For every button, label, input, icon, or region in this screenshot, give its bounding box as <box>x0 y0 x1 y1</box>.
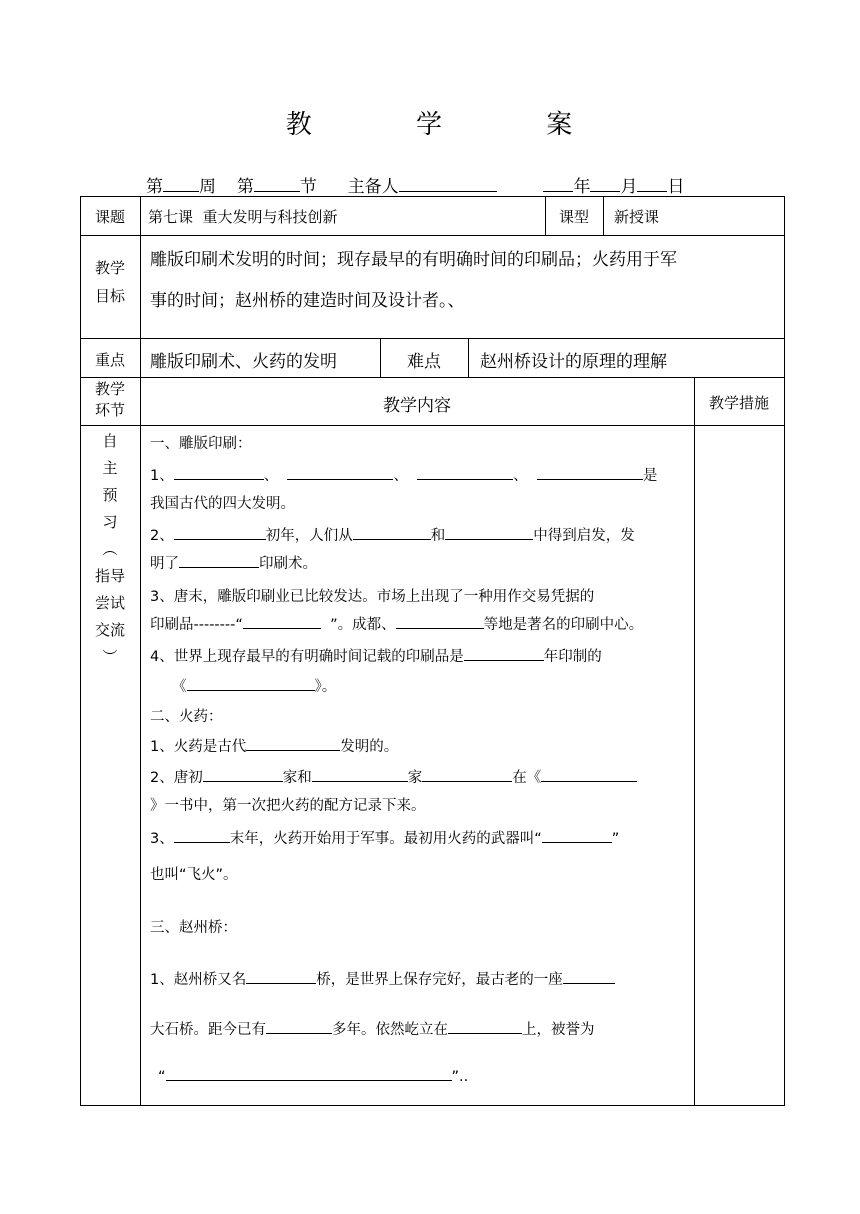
blank[interactable] <box>179 555 259 568</box>
line: 》一书中，第一次把火药的配方记录下来。 <box>150 798 426 814</box>
goal-line-1: 雕版印刷术发明的时间；现存最早的有明确时间的印刷品；火药用于军 <box>150 250 677 270</box>
line: 2、唐初 家和 家 在《 <box>150 766 637 787</box>
title-char: 案 <box>546 110 575 140</box>
section-prefix: 第 <box>236 177 254 197</box>
month-blank[interactable] <box>590 177 620 192</box>
topic-value: 第七课 重大发明与科技创新 <box>148 208 338 226</box>
title-char: 学 <box>415 110 444 140</box>
line: 《 》。 <box>172 679 337 695</box>
blank[interactable] <box>422 769 512 782</box>
blank[interactable] <box>287 467 393 480</box>
blank[interactable] <box>174 467 264 480</box>
side-label-char: ︶ <box>102 648 118 666</box>
title-char: 教 <box>285 110 314 140</box>
blank[interactable] <box>563 971 615 984</box>
year-label: 年 <box>573 177 591 197</box>
blank[interactable] <box>312 769 408 782</box>
line: 1、赵州桥又名 桥，是世界上保存完好，最古老的一座 <box>150 968 615 989</box>
line: 明了 印刷术。 <box>150 556 317 572</box>
type-value: 新授课 <box>614 208 660 226</box>
blank[interactable] <box>243 616 321 629</box>
side-label-char: 指导 <box>94 567 125 585</box>
blank[interactable] <box>448 1021 522 1034</box>
side-label-char: 自 <box>102 432 118 450</box>
month-label: 月 <box>620 177 638 197</box>
type-label: 课型 <box>558 208 589 226</box>
hard-value: 赵州桥设计的原理的理解 <box>480 352 667 372</box>
key-value: 雕版印刷术、火药的发明 <box>150 352 337 372</box>
blank[interactable] <box>445 527 533 540</box>
line: 1、火药是古代 发明的。 <box>150 739 399 755</box>
section-1-title: 一、雕版印刷： <box>150 436 252 452</box>
blank[interactable] <box>174 527 266 540</box>
week-prefix: 第 <box>146 177 163 197</box>
preparer-blank[interactable] <box>399 177 497 192</box>
measure-label: 教学措施 <box>708 394 769 412</box>
blank[interactable] <box>353 527 431 540</box>
blank[interactable] <box>464 648 544 661</box>
line: 3、唐末，雕版印刷业已比较发达。市场上出现了一种用作交易凭据的 <box>150 589 595 605</box>
year-blank[interactable] <box>543 177 573 192</box>
blank[interactable] <box>166 1068 452 1081</box>
content-label: 教学内容 <box>383 396 451 416</box>
line: 大石桥。距今已有 多年。依然屹立在 上，被誉为 <box>150 1022 595 1038</box>
blank[interactable] <box>266 1021 332 1034</box>
line: 3、 末年，火药开始用于军事。最初用火药的武器叫“ ” <box>150 831 620 847</box>
blank[interactable] <box>537 467 643 480</box>
blank[interactable] <box>203 769 283 782</box>
line: 1、 、 、 、 是 <box>150 468 658 484</box>
line: 也叫“飞火”。 <box>150 867 238 883</box>
goal-line-2: 事的时间；赵州桥的建造时间及设计者。、 <box>150 291 465 311</box>
side-label-char: 主 <box>102 459 118 477</box>
blank[interactable] <box>246 738 340 751</box>
blank[interactable] <box>541 769 637 782</box>
side-label-char: ︵ <box>102 540 118 558</box>
line: 2、 初年，人们从 和 中得到启发，发 <box>150 528 635 544</box>
blank[interactable] <box>174 830 230 843</box>
section-suffix: 节 <box>299 177 317 197</box>
side-label-char: 预 <box>102 486 118 504</box>
blank[interactable] <box>246 971 316 984</box>
day-blank[interactable] <box>637 177 667 192</box>
blank[interactable] <box>187 678 315 691</box>
side-label-char: 尝试 <box>94 594 125 612</box>
side-label <box>80 428 140 671</box>
preparer-label: 主备人 <box>347 177 399 197</box>
blank[interactable] <box>417 467 513 480</box>
line: “ ”.. <box>158 1069 469 1085</box>
section-blank[interactable] <box>254 177 300 192</box>
line: 我国古代的四大发明。 <box>150 496 295 512</box>
stage-label: 教学 环节 <box>94 380 125 419</box>
blank[interactable] <box>542 830 612 843</box>
section-3-title: 三、赵州桥： <box>150 920 237 936</box>
section-2-title: 二、火药： <box>150 709 223 725</box>
week-blank[interactable] <box>163 177 199 192</box>
meta-line <box>146 172 684 197</box>
blank[interactable] <box>396 616 484 629</box>
side-label-char: 交流 <box>94 621 125 639</box>
key-label: 重点 <box>94 351 125 369</box>
page-title <box>0 104 860 141</box>
topic-label: 课题 <box>94 208 125 226</box>
line: 印刷品--------“ ”。成都、 等地是著名的印刷中心。 <box>150 617 644 633</box>
day-label: 日 <box>667 177 685 197</box>
side-label-char: 习 <box>102 513 118 531</box>
goal-label: 教学 目标 <box>94 259 125 305</box>
hard-label: 难点 <box>407 352 441 372</box>
line: 4、世界上现存最早的有明确时间记载的印刷品是 年印制的 <box>150 649 602 665</box>
week-suffix: 周 <box>199 177 216 197</box>
